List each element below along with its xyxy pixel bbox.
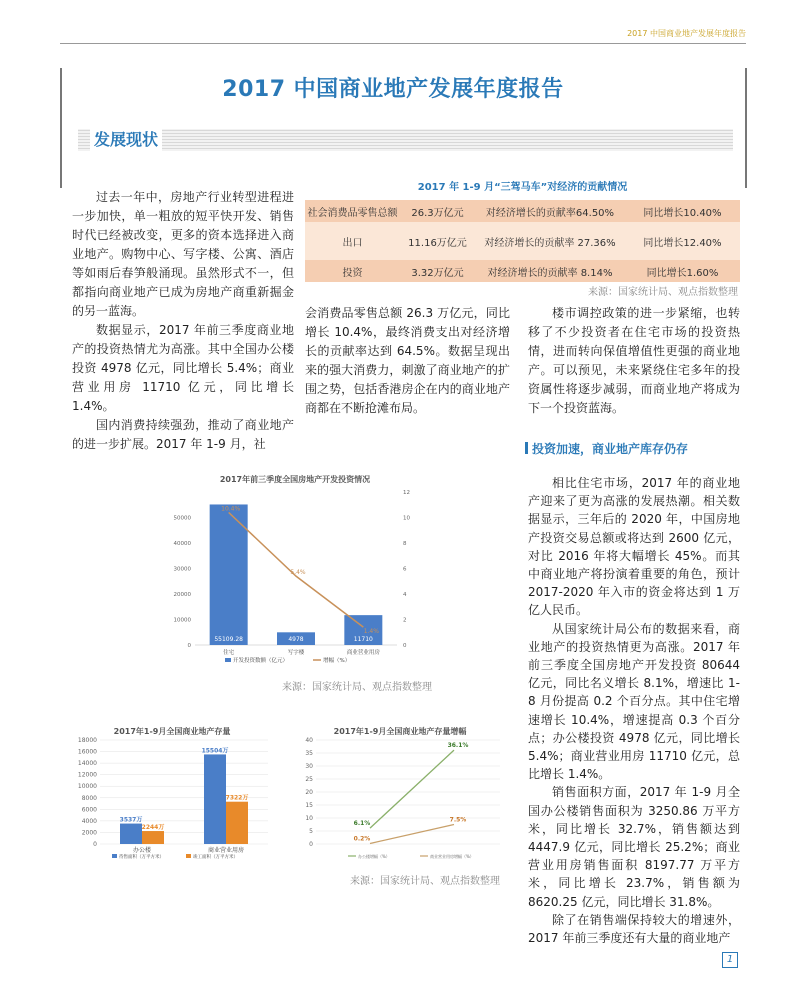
column-2 — [305, 304, 510, 418]
y-tick-label: 0 — [187, 643, 191, 649]
investment-chart — [165, 470, 430, 670]
series-line — [370, 750, 454, 828]
column-3 — [528, 304, 740, 418]
y2-tick-label: 10 — [403, 515, 410, 522]
y2-tick-label: 0 — [403, 643, 407, 649]
table-cell: 同比增长12.40% — [643, 237, 722, 249]
table-cell: 26.3万亿元 — [411, 207, 464, 219]
y-tick-label: 40000 — [173, 541, 191, 547]
table-cell: 对经济增长的贡献率 27.36% — [484, 237, 616, 249]
y-tick-label: 10 — [305, 815, 313, 822]
y-tick-label: 14000 — [77, 760, 97, 768]
paragraph: 除了在销售端保持较大的增速外，2017 年前三季度还有大量的商业地产 — [528, 912, 740, 946]
y-tick-label: 2000 — [81, 829, 97, 837]
subsection-title: 投资加速，商业地产库存仍存 — [532, 442, 689, 456]
y-tick-label: 40 — [305, 737, 313, 744]
y-tick-label: 4000 — [81, 817, 97, 825]
y2-tick-label: 6 — [403, 566, 407, 573]
paragraph: 楼市调控政策的进一步紧缩，也转移了不少投资者在住宅市场的投资热情，进而转向保值增值性更强的商业地产。可以预见，未来紧绕住宅多年的投资属性将逐步减弱，而商业地产将成为下一个投资蓝海。 — [528, 306, 740, 415]
bar-value-label: 55109.28 — [214, 636, 243, 643]
running-header: 2017 中国商业地产发展年度报告 — [627, 29, 746, 38]
y2-tick-label: 4 — [403, 592, 407, 598]
subsection-heading — [525, 440, 688, 457]
line-point-label: 0.2% — [353, 835, 371, 843]
legend-swatch — [112, 854, 117, 858]
y-tick-label: 10000 — [173, 617, 191, 624]
legend-label: 增幅（%） — [323, 658, 351, 664]
column-1 — [72, 188, 294, 454]
bar-value-label: 2244万 — [141, 824, 165, 832]
y-tick-label: 10000 — [77, 783, 97, 791]
y-tick-label: 50000 — [173, 515, 191, 522]
y-tick-label: 16000 — [77, 748, 97, 756]
y-tick-label: 0 — [309, 841, 313, 848]
bar-value-label: 4978 — [288, 636, 304, 643]
y-tick-label: 20000 — [173, 592, 191, 598]
x-tick-label: 写字楼 — [287, 650, 305, 656]
paragraph: 相比住宅市场，2017 年的商业地产迎来了更为高涨的发展热潮。相关数据显示，三年后的 2020 年，中国房地产投资交易总额或将达到 2600 亿元，对比 2016 年将大幅增长 45%。而其中商业地产将扮演着重要的角色，预计 2017-2020 年入市的资金将达到 1 万亿人民币。 — [528, 476, 740, 618]
y-tick-label: 12000 — [77, 771, 97, 779]
table-cell: 同比增长10.40% — [643, 207, 722, 219]
paragraph: 数据显示，2017 年前三季度商业地产的投资热情尤为高涨。其中全国办公楼投资 4978 亿元，同比增长 5.4%；商业营业用房 11710 亿元，同比增长 1.4%。 — [72, 323, 294, 413]
table-cell: 社会消费品零售总额 — [307, 207, 398, 219]
bar-value-label: 11710 — [353, 636, 373, 643]
line-point-label: 6.1% — [353, 820, 371, 828]
table-cell: 11.16万亿元 — [408, 237, 467, 249]
y-tick-label: 35 — [305, 750, 313, 757]
y2-tick-label: 12 — [403, 490, 410, 496]
chart-source: 来源：国家统计局、观点指数整理 — [282, 682, 432, 693]
y-tick-label: 30 — [305, 763, 313, 770]
y-tick-label: 18000 — [77, 737, 97, 744]
bar — [204, 754, 226, 844]
y-tick-label: 30000 — [173, 566, 191, 573]
line-point-label: 5.4% — [290, 569, 306, 577]
legend-label: 待售面积（万平方米） — [119, 855, 164, 860]
table-cell: 对经济增长的贡献率64.50% — [485, 207, 615, 219]
contribution-table — [305, 200, 740, 282]
bar — [142, 831, 164, 844]
header-rule — [60, 43, 746, 44]
paragraph: 会消费品零售总额 26.3 万亿元，同比增长 10.4%，最终消费支出对经济增长的贡献率达到 64.5%。数据呈现出来的强大消费力，刺激了商业地产的扩围之势，包括香港房企在内的商业地产商都在不断抢滩布局。 — [305, 306, 510, 415]
x-tick-label: 住宅 — [223, 650, 235, 656]
legend-label: 办公楼增幅（%） — [358, 854, 390, 859]
table-row — [305, 200, 740, 222]
x-tick-label: 商业营业用房 — [346, 650, 380, 656]
section-header-bar — [78, 129, 733, 151]
y2-tick-label: 8 — [403, 541, 407, 547]
y-tick-label: 20 — [305, 789, 313, 796]
legend-label: 竣工面积（万平方米） — [193, 855, 238, 860]
inventory-chart — [72, 722, 272, 870]
y2-tick-label: 2 — [403, 617, 407, 624]
paragraph: 从国家统计局公布的数据来看，商业地产的投资热情更为高涨。2017 年前三季度全国房地产开发投资 80644 亿元，同比名义增长 8.1%，增速比 1-8 月份提高 0.2 个百分点。其中住宅增速增长 10.4%，增速提高 0.3 个百分点；办公楼投资 4978 亿元，同比增长 5.4%；商业营业用房 11710 亿元，总比增长 1.4%。 — [528, 621, 740, 782]
chart-title: 2017年1-9月全国商业地产存量 — [113, 727, 231, 736]
line-point-label: 7.5% — [449, 816, 467, 824]
page-title: 2017 中国商业地产发展年度报告 — [222, 77, 564, 102]
table-row — [305, 222, 740, 260]
heading-marker — [525, 442, 528, 454]
table-cell: 投资 — [342, 267, 363, 279]
inventory-growth-chart — [290, 722, 510, 870]
y-tick-label: 6000 — [81, 806, 97, 814]
table-cell: 对经济增长的贡献率 8.14% — [487, 267, 613, 279]
x-tick-label: 商业营业用房 — [207, 847, 245, 854]
y-tick-label: 25 — [305, 776, 313, 783]
subsection-body — [528, 474, 740, 947]
legend-swatch — [186, 854, 191, 858]
page-number: 1 — [722, 952, 738, 968]
y-tick-label: 15 — [305, 802, 313, 809]
table-source: 来源：国家统计局、观点指数整理 — [588, 287, 738, 298]
y-tick-label: 5 — [309, 828, 313, 835]
line-point-label: 36.1% — [447, 742, 469, 750]
table-title: 2017 年 1-9 月“三驾马车”对经济的贡献情况 — [417, 182, 628, 193]
y-tick-label: 8000 — [81, 794, 97, 802]
section-title: 发展现状 — [90, 129, 162, 151]
bar — [120, 824, 142, 844]
table-cell: 同比增长1.60% — [646, 267, 719, 279]
x-tick-label: 办公楼 — [132, 847, 152, 854]
legend-swatch — [225, 658, 231, 662]
bar-value-label: 15504万 — [201, 747, 229, 755]
paragraph: 国内消费持续强劲，推动了商业地产的进一步扩展。2017 年 1-9 月，社 — [72, 418, 294, 451]
line-point-label: 1.4% — [363, 628, 379, 636]
paragraph: 销售面积方面，2017 年 1-9 月全国办公楼销售面积为 3250.86 万平方米，同比增长 32.7%，销售额达到 4447.9 亿元，同比增长 25.2%；商业营业用房销售面积 8197.77 万平方米，同比增长 23.7%，销售额为 8620.25 亿元，同比增长 31.8%。 — [528, 785, 740, 909]
chart-title: 2017年1-9月全国商业地产存量增幅 — [333, 727, 467, 736]
chart-title: 2017年前三季度全国房地产开发投资情况 — [219, 475, 371, 484]
table-row — [305, 260, 740, 282]
chart-source: 来源：国家统计局、观点指数整理 — [350, 876, 500, 887]
bar — [226, 802, 248, 844]
legend-label: 商业营业用房增幅（%） — [430, 854, 474, 859]
table-cell: 3.32万亿元 — [411, 267, 464, 279]
paragraph: 过去一年中，房地产行业转型进程进一步加快，单一粗放的短平快开发、销售时代已经被改变，更多的资本选择进入商业地产。购物中心、写字楼、公寓、酒店等如雨后春笋般涌现。虽然形式不一，但都指向商业地产已成为房地产商重新掘金的另一蓝海。 — [72, 190, 294, 318]
line-point-label: 10.4% — [221, 505, 241, 513]
y-tick-label: 0 — [93, 841, 97, 848]
bar-value-label: 3537万 — [119, 816, 143, 824]
series-line — [370, 825, 454, 844]
legend-label: 开发投资数额（亿元） — [233, 658, 289, 664]
table-cell: 出口 — [342, 237, 363, 249]
bar-value-label: 7322万 — [225, 794, 249, 802]
